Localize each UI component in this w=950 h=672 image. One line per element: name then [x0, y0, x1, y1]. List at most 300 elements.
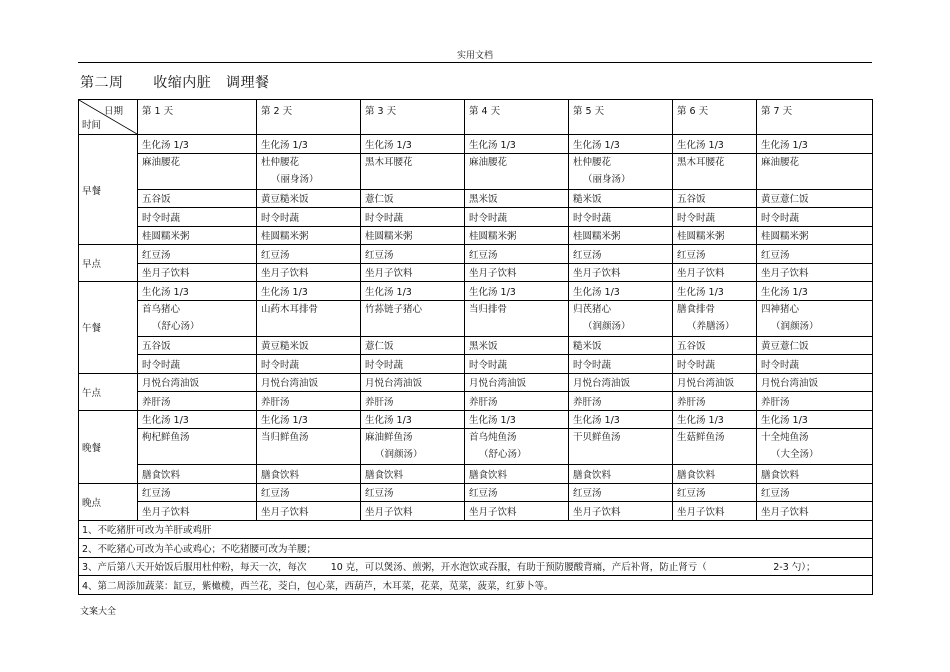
menu-item-note: （丽身汤） [271, 173, 319, 185]
menu-item: 坐月子饮料 [677, 506, 725, 518]
menu-item: 坐月子饮料 [573, 268, 621, 280]
menu-item: 坐月子饮料 [365, 268, 413, 280]
menu-item-note: （舒心汤） [152, 320, 200, 332]
menu-cell [673, 189, 757, 208]
menu-cell [138, 245, 257, 264]
menu-item: 干贝鲜鱼汤 [573, 432, 621, 443]
menu-cell [257, 392, 361, 411]
menu-cell [757, 465, 873, 484]
menu-item: 糙米饭 [573, 194, 602, 206]
menu-item: 生化汤 1/3 [573, 415, 620, 427]
menu-item: 养肝汤 [142, 396, 171, 408]
menu-cell [673, 135, 757, 154]
menu-cell [138, 208, 257, 227]
menu-item: 生化汤 1/3 [469, 139, 516, 151]
menu-item: 红豆汤 [469, 488, 498, 500]
menu-cell [361, 208, 465, 227]
menu-cell [465, 429, 569, 465]
menu-item: 时令时蔬 [761, 212, 800, 224]
menu-item: 时令时蔬 [469, 359, 508, 371]
menu-item: 枸杞鲜鱼汤 [142, 432, 190, 443]
note-row [79, 539, 873, 558]
menu-item: 生化汤 1/3 [469, 415, 516, 427]
menu-item: 首乌猪心 [142, 303, 181, 315]
header-rule [78, 62, 872, 63]
menu-item: 膳食饮料 [469, 469, 508, 481]
menu-cell [257, 135, 361, 154]
menu-item: 红豆汤 [365, 488, 394, 500]
menu-cell [569, 373, 673, 392]
note-row [79, 557, 873, 576]
menu-cell [257, 429, 361, 465]
menu-cell [757, 226, 873, 245]
table-row [79, 336, 873, 355]
menu-cell [465, 226, 569, 245]
table-row [79, 245, 873, 264]
menu-cell [757, 410, 873, 429]
menu-item: 生化汤 1/3 [365, 286, 412, 298]
menu-item: 时令时蔬 [142, 212, 181, 224]
menu-cell [138, 410, 257, 429]
menu-item: 养肝汤 [761, 396, 790, 408]
page-header-label: 实用文档 [456, 51, 493, 61]
menu-item: 膳食饮料 [761, 469, 800, 481]
menu-cell [361, 263, 465, 282]
menu-cell [138, 189, 257, 208]
menu-item: 薏仁饭 [365, 341, 394, 353]
menu-item: 黑米饭 [469, 194, 498, 206]
menu-cell [569, 282, 673, 301]
menu-cell [361, 502, 465, 521]
day-header-6: 第 6 天 [673, 100, 757, 135]
table-row [79, 189, 873, 208]
menu-cell [569, 502, 673, 521]
menu-item: 五谷饭 [142, 194, 171, 206]
menu-item: 麻油腰花 [761, 156, 800, 168]
menu-item: 时令时蔬 [261, 212, 300, 224]
table-row [79, 502, 873, 521]
menu-cell [361, 336, 465, 355]
menu-cell [361, 355, 465, 374]
menu-item: 时令时蔬 [761, 359, 800, 371]
menu-item: 生化汤 1/3 [677, 415, 724, 427]
menu-item: 生化汤 1/3 [261, 139, 308, 151]
menu-cell [757, 336, 873, 355]
table-row [79, 373, 873, 392]
menu-cell [673, 282, 757, 301]
menu-item: 月悦台湾油饭 [677, 378, 735, 390]
day-header-2: 第 2 天 [257, 100, 361, 135]
menu-item: 杜仲腰花 [261, 156, 300, 168]
menu-cell [569, 226, 673, 245]
meal-label-snack2: 午点 [79, 373, 138, 410]
menu-cell [138, 483, 257, 502]
menu-cell [257, 282, 361, 301]
menu-item: 五谷饭 [677, 341, 706, 353]
menu-cell [465, 465, 569, 484]
menu-cell [361, 282, 465, 301]
menu-cell [673, 429, 757, 465]
menu-cell [673, 392, 757, 411]
menu-item: 糙米饭 [573, 341, 602, 353]
menu-item: 红豆汤 [261, 249, 290, 261]
menu-item: 生化汤 1/3 [142, 139, 189, 151]
menu-item: 生化汤 1/3 [469, 286, 516, 298]
menu-item-note: （舒心汤） [479, 449, 527, 460]
menu-cell [361, 135, 465, 154]
meal-label-dinner: 晚餐 [79, 410, 138, 483]
note-1: 1、不吃猪肝可改为羊肝或鸡肝 [79, 520, 873, 539]
menu-item: 生化汤 1/3 [365, 415, 412, 427]
table-row [79, 300, 873, 336]
menu-item: 红豆汤 [677, 249, 706, 261]
menu-cell [757, 153, 873, 189]
menu-item: 时令时蔬 [469, 212, 508, 224]
menu-item: 时令时蔬 [365, 212, 404, 224]
menu-cell [361, 410, 465, 429]
menu-item: 生化汤 1/3 [761, 415, 808, 427]
menu-item: 时令时蔬 [261, 359, 300, 371]
menu-cell [361, 189, 465, 208]
menu-item: 生化汤 1/3 [573, 286, 620, 298]
table-row [79, 429, 873, 465]
menu-item: 坐月子饮料 [469, 506, 517, 518]
menu-item: 膳食饮料 [677, 469, 716, 481]
menu-cell [257, 300, 361, 336]
table-row [79, 282, 873, 301]
menu-item: 养肝汤 [677, 396, 706, 408]
menu-item: 五谷饭 [677, 194, 706, 206]
table-row [79, 355, 873, 374]
menu-cell [361, 373, 465, 392]
table-row [79, 153, 873, 189]
menu-item: 坐月子饮料 [677, 268, 725, 280]
menu-cell [569, 208, 673, 227]
menu-cell [569, 135, 673, 154]
menu-item: 红豆汤 [365, 249, 394, 261]
menu-cell [673, 336, 757, 355]
table-row [79, 410, 873, 429]
menu-item: 坐月子饮料 [761, 506, 809, 518]
menu-item: 黄豆糙米饭 [261, 341, 309, 353]
menu-item: 红豆汤 [142, 488, 171, 500]
menu-cell [673, 410, 757, 429]
menu-cell [138, 336, 257, 355]
menu-item: 麻油腰花 [142, 156, 181, 168]
menu-cell [138, 355, 257, 374]
note-row [79, 520, 873, 539]
menu-item: 杜仲腰花 [573, 156, 612, 168]
menu-item: 黄豆薏仁饭 [761, 341, 809, 353]
menu-cell [465, 373, 569, 392]
day-header-1: 第 1 天 [138, 100, 257, 135]
menu-cell [138, 300, 257, 336]
menu-cell [673, 483, 757, 502]
note-4: 4、第二周添加蔬菜：缸豆，紫橄榄，西兰花，茭白，包心菜，西葫芦，木耳菜，花菜，苋菜，菠菜，红萝卜等。 [79, 576, 873, 595]
menu-cell [465, 263, 569, 282]
menu-cell [138, 429, 257, 465]
menu-cell [465, 189, 569, 208]
menu-cell [757, 355, 873, 374]
menu-cell [257, 483, 361, 502]
menu-cell [257, 153, 361, 189]
menu-cell [361, 245, 465, 264]
menu-cell [465, 410, 569, 429]
menu-cell [757, 245, 873, 264]
menu-cell [465, 282, 569, 301]
menu-item: 红豆汤 [261, 488, 290, 500]
menu-item: 黑木耳腰花 [677, 156, 725, 168]
menu-item: 生化汤 1/3 [677, 286, 724, 298]
menu-item: 山药木耳排骨 [261, 303, 319, 315]
table-row [79, 483, 873, 502]
menu-cell [257, 245, 361, 264]
menu-cell [257, 208, 361, 227]
menu-item: 时令时蔬 [677, 212, 716, 224]
menu-item: 养肝汤 [365, 396, 394, 408]
page-title: 第二周 收缩内脏 调理餐 [80, 75, 270, 91]
menu-item: 生菇鲜鱼汤 [677, 432, 725, 443]
menu-item: 桂圆糯米粥 [261, 231, 309, 243]
menu-cell [138, 392, 257, 411]
menu-item: 时令时蔬 [573, 359, 612, 371]
menu-cell [138, 502, 257, 521]
corner-date-label: 日期 [103, 106, 123, 117]
menu-item: 红豆汤 [573, 249, 602, 261]
menu-item: 生化汤 1/3 [761, 286, 808, 298]
menu-cell [465, 355, 569, 374]
day-header-5: 第 5 天 [569, 100, 673, 135]
menu-item: 红豆汤 [573, 488, 602, 500]
menu-item: 膳食排骨 [677, 303, 716, 315]
menu-cell [569, 429, 673, 465]
menu-item: 养肝汤 [261, 396, 290, 408]
menu-item-note: （润颜汤） [771, 320, 819, 332]
table-row [79, 392, 873, 411]
menu-item: 坐月子饮料 [573, 506, 621, 518]
meal-plan-table [78, 99, 873, 595]
menu-item: 四神猪心 [761, 303, 800, 315]
menu-item: 黄豆薏仁饭 [761, 194, 809, 206]
menu-cell [257, 226, 361, 245]
menu-cell [569, 410, 673, 429]
menu-item: 坐月子饮料 [469, 268, 517, 280]
menu-item: 桂圆糯米粥 [573, 231, 621, 243]
menu-cell [673, 208, 757, 227]
table-row [79, 263, 873, 282]
menu-item: 桂圆糯米粥 [761, 231, 809, 243]
menu-cell [361, 392, 465, 411]
menu-cell [465, 208, 569, 227]
note-row [79, 576, 873, 595]
menu-cell [569, 189, 673, 208]
menu-cell [673, 373, 757, 392]
table-row [79, 208, 873, 227]
menu-cell [361, 153, 465, 189]
menu-cell [569, 245, 673, 264]
menu-cell [757, 392, 873, 411]
menu-item: 生化汤 1/3 [261, 415, 308, 427]
menu-item: 归芪猪心 [573, 303, 612, 315]
menu-cell [757, 282, 873, 301]
menu-cell [138, 465, 257, 484]
menu-cell [757, 135, 873, 154]
menu-cell [257, 502, 361, 521]
note-3: 3、产后第八天开始饭后服用杜仲粉，每天一次，每次 10 克，可以煲汤、煎粥，开水泡饮或吞服，有助于预防腰酸背痛，产后补肾，防止肾亏（ 2-3 勺）； [79, 557, 873, 576]
table-row [79, 226, 873, 245]
menu-item-note: （丽身汤） [583, 173, 631, 185]
menu-item-note: （大全汤） [771, 449, 819, 460]
date-time-corner-cell [79, 100, 138, 135]
menu-cell [673, 245, 757, 264]
menu-cell [465, 135, 569, 154]
menu-cell [257, 465, 361, 484]
menu-cell [361, 483, 465, 502]
menu-item: 坐月子饮料 [142, 268, 190, 280]
menu-item: 生化汤 1/3 [261, 286, 308, 298]
menu-item: 红豆汤 [677, 488, 706, 500]
table-header-row [79, 100, 873, 135]
menu-cell [465, 336, 569, 355]
menu-item: 月悦台湾油饭 [365, 378, 423, 390]
menu-cell [257, 263, 361, 282]
menu-cell [569, 465, 673, 484]
menu-item: 生化汤 1/3 [573, 139, 620, 151]
menu-cell [673, 263, 757, 282]
menu-item: 养肝汤 [573, 396, 602, 408]
menu-item: 月悦台湾油饭 [761, 378, 819, 390]
menu-item: 竹荪链子猪心 [365, 303, 423, 315]
menu-item: 月悦台湾油饭 [573, 378, 631, 390]
menu-cell [757, 208, 873, 227]
table-row [79, 135, 873, 154]
menu-cell [257, 373, 361, 392]
menu-cell [465, 300, 569, 336]
menu-item: 红豆汤 [761, 249, 790, 261]
menu-item: 膳食饮料 [142, 469, 181, 481]
menu-item: 时令时蔬 [142, 359, 181, 371]
menu-cell [257, 410, 361, 429]
note-2: 2、不吃猪心可改为羊心或鸡心；不吃猪腰可改为羊腰； [79, 539, 873, 558]
menu-item: 麻油鲜鱼汤 [365, 432, 413, 443]
menu-item: 膳食饮料 [261, 469, 300, 481]
menu-item: 坐月子饮料 [261, 268, 309, 280]
menu-cell [673, 355, 757, 374]
menu-cell [361, 429, 465, 465]
menu-cell [569, 336, 673, 355]
menu-cell [138, 153, 257, 189]
menu-cell [569, 392, 673, 411]
menu-item: 红豆汤 [469, 249, 498, 261]
menu-item-note: （润颜汤） [375, 449, 423, 460]
day-header-4: 第 4 天 [465, 100, 569, 135]
menu-item-note: （养膳汤） [687, 320, 735, 332]
meal-label-snack1: 早点 [79, 245, 138, 282]
menu-cell [673, 153, 757, 189]
menu-item: 桂圆糯米粥 [469, 231, 517, 243]
menu-item: 坐月子饮料 [761, 268, 809, 280]
menu-item: 麻油腰花 [469, 156, 508, 168]
menu-item: 坐月子饮料 [261, 506, 309, 518]
menu-item: 坐月子饮料 [142, 506, 190, 518]
menu-cell [569, 483, 673, 502]
menu-cell [465, 502, 569, 521]
menu-item: 养肝汤 [469, 396, 498, 408]
menu-cell [361, 465, 465, 484]
menu-item: 生化汤 1/3 [142, 286, 189, 298]
menu-cell [138, 135, 257, 154]
menu-item: 坐月子饮料 [365, 506, 413, 518]
menu-cell [757, 189, 873, 208]
meal-label-snack3: 晚点 [79, 483, 138, 520]
menu-cell [465, 245, 569, 264]
menu-cell [673, 300, 757, 336]
menu-item: 黑米饭 [469, 341, 498, 353]
menu-item: 当归排骨 [469, 303, 508, 315]
menu-item: 时令时蔬 [677, 359, 716, 371]
menu-cell [361, 226, 465, 245]
menu-cell [138, 373, 257, 392]
menu-cell [569, 300, 673, 336]
meal-label-lunch: 午餐 [79, 282, 138, 374]
menu-item: 黄豆糙米饭 [261, 194, 309, 206]
menu-item: 红豆汤 [761, 488, 790, 500]
menu-item: 五谷饭 [142, 341, 171, 353]
menu-item: 生化汤 1/3 [142, 415, 189, 427]
menu-cell [361, 300, 465, 336]
menu-cell [138, 282, 257, 301]
menu-cell [569, 355, 673, 374]
menu-item: 红豆汤 [142, 249, 171, 261]
menu-cell [757, 429, 873, 465]
menu-item: 膳食饮料 [573, 469, 612, 481]
menu-cell [257, 189, 361, 208]
menu-cell [569, 153, 673, 189]
menu-item: 月悦台湾油饭 [469, 378, 527, 390]
menu-cell [757, 483, 873, 502]
menu-item: 月悦台湾油饭 [261, 378, 319, 390]
menu-item: 首乌炖鱼汤 [469, 432, 517, 443]
menu-cell [465, 153, 569, 189]
menu-cell [138, 263, 257, 282]
corner-time-label: 时间 [82, 120, 102, 131]
menu-cell [673, 465, 757, 484]
menu-item: 生化汤 1/3 [365, 139, 412, 151]
menu-cell [138, 226, 257, 245]
menu-cell [673, 502, 757, 521]
day-header-3: 第 3 天 [361, 100, 465, 135]
menu-item: 生化汤 1/3 [761, 139, 808, 151]
menu-item: 十全炖鱼汤 [761, 432, 809, 443]
menu-item: 桂圆糯米粥 [365, 231, 413, 243]
menu-cell [465, 483, 569, 502]
menu-item: 时令时蔬 [573, 212, 612, 224]
menu-item: 薏仁饭 [365, 194, 394, 206]
meal-label-breakfast: 早餐 [79, 135, 138, 245]
menu-item: 生化汤 1/3 [677, 139, 724, 151]
menu-item: 当归鲜鱼汤 [261, 432, 309, 443]
menu-item-note: （润颜汤） [583, 320, 631, 332]
table-row [79, 465, 873, 484]
menu-cell [569, 263, 673, 282]
menu-cell [757, 300, 873, 336]
menu-cell [257, 336, 361, 355]
menu-item: 月悦台湾油饭 [142, 378, 200, 390]
page-footer-label: 文案大全 [80, 607, 117, 617]
menu-item: 膳食饮料 [365, 469, 404, 481]
menu-cell [757, 263, 873, 282]
menu-cell [465, 392, 569, 411]
